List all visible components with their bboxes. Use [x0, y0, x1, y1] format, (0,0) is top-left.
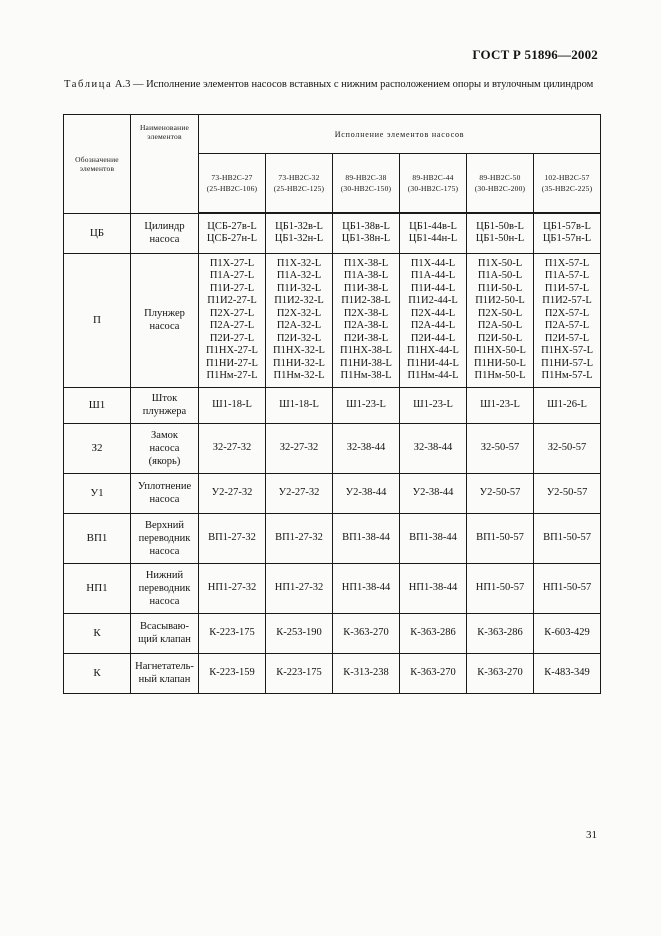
element-designation-cell: [400, 513, 467, 563]
element-name: [131, 653, 199, 693]
element-designation: ЦБ1-44в-L: [409, 220, 457, 232]
element-name-line: Верхний: [144, 519, 185, 531]
element-designation-cell: [333, 563, 400, 613]
element-designation: П2И-44-L: [410, 332, 456, 344]
element-designation-cell: [534, 513, 601, 563]
table-row: [64, 653, 601, 693]
element-name-line: Шток: [151, 393, 178, 404]
element-designation: П1И2-44-L: [408, 295, 458, 306]
element-designation: П2А-38-L: [343, 320, 389, 331]
element-designation-cell: [467, 513, 534, 563]
element-designation-cell: [266, 253, 333, 387]
element-designation-cell: [266, 423, 333, 473]
pump-type-label: (25-НВ2С-125): [273, 184, 325, 193]
element-name-line: Нижний: [145, 569, 184, 581]
element-designation: ЦБ1-50н-L: [475, 233, 525, 245]
element-designation: П1НХ-44-L: [407, 345, 459, 356]
element-designation: П1НХ-32-L: [273, 345, 325, 356]
element-designation: П1НХ-50-L: [474, 345, 526, 356]
element-designation-cell: [333, 253, 400, 387]
element-designation: П1НХ-38-L: [340, 345, 392, 356]
element-designation: З2-50-57: [480, 441, 520, 453]
header-line: элементов: [79, 163, 115, 173]
pump-type-header: [333, 154, 400, 214]
element-designation: ВП1-50-57: [543, 531, 591, 543]
pump-type-label: 73-НВ2С-27: [211, 173, 253, 182]
element-designation: П1Нм-32-L: [273, 370, 325, 381]
element-name: [131, 387, 199, 423]
element-designation-cell: [199, 253, 266, 387]
element-designation-cell: [266, 563, 333, 613]
header-line: Наименование: [139, 123, 190, 132]
element-designation: П1И-57-L: [544, 282, 590, 294]
col-header-name: [131, 115, 199, 214]
pump-type-header: [266, 154, 333, 214]
element-designation-cell: [467, 563, 534, 613]
element-designation: П2А-57-L: [544, 320, 590, 331]
element-designation-cell: [266, 387, 333, 423]
element-designation: П1И-44-L: [410, 282, 456, 294]
element-designation: П1НИ-50-L: [474, 357, 526, 369]
element-code: К: [64, 613, 131, 653]
element-designation: ВП1-27-32: [275, 531, 323, 543]
element-designation-cell: [199, 213, 266, 253]
element-designation-cell: [333, 387, 400, 423]
element-code: НП1: [64, 563, 131, 613]
table-row: [64, 423, 601, 473]
element-name-line: Цилиндр: [144, 221, 185, 232]
element-designation: К-603-429: [544, 626, 590, 638]
element-designation: П1Х-38-L: [343, 257, 389, 269]
element-designation: З2-38-44: [346, 441, 386, 453]
element-designation-cell: [400, 563, 467, 613]
element-designation: П1А-50-L: [477, 270, 523, 281]
pump-type-label: (30-НВ2С-150): [340, 184, 392, 193]
element-name-line: плунжера: [142, 406, 187, 417]
element-designation: ВП1-27-32: [208, 531, 256, 543]
element-code: К: [64, 653, 131, 693]
element-designation-cell: [467, 423, 534, 473]
element-designation: ВП1-38-44: [342, 531, 390, 543]
element-designation: П2И-27-L: [209, 332, 255, 344]
element-designation: К-253-190: [276, 626, 322, 638]
element-designation: П1Нм-27-L: [206, 370, 258, 381]
element-designation-cell: [400, 387, 467, 423]
element-designation: П1И-38-L: [343, 282, 389, 294]
element-designation: П1А-38-L: [343, 270, 389, 281]
element-designation: ЦБ1-57в-L: [543, 220, 591, 232]
element-designation: П2А-32-L: [276, 320, 322, 331]
element-designation: З2-38-44: [413, 441, 453, 453]
element-designation: П2Х-57-L: [544, 307, 590, 319]
element-code: З2: [64, 423, 131, 473]
element-name-line: насоса: [149, 234, 180, 245]
element-designation: ЦСБ-27в-L: [207, 220, 257, 232]
element-code: Ш1: [64, 387, 131, 423]
element-designation: Ш1-23-L: [413, 398, 453, 410]
element-code: ВП1: [64, 513, 131, 563]
element-name: [131, 213, 199, 253]
element-designation: П2И-32-L: [276, 332, 322, 344]
element-designation: К-363-270: [477, 666, 523, 678]
element-designation-cell: [199, 387, 266, 423]
element-designation: ВП1-50-57: [476, 531, 524, 543]
element-name: [131, 513, 199, 563]
pump-type-label: 89-НВ2С-44: [412, 173, 454, 182]
element-name-line: насоса: [149, 494, 180, 505]
element-designation: П1И2-38-L: [341, 295, 391, 306]
page-number: 31: [586, 829, 597, 841]
element-name-line: ный клапан: [138, 674, 191, 685]
element-designation: П2Х-27-L: [209, 307, 255, 319]
element-name-line: переводник: [138, 532, 191, 544]
element-designation: П2И-50-L: [477, 332, 523, 344]
element-designation-cell: [534, 653, 601, 693]
element-name-line: Плунжер: [144, 308, 185, 319]
element-designation: НП1-27-32: [207, 581, 257, 593]
element-designation-cell: [534, 423, 601, 473]
element-name-line: Всасываю-: [140, 621, 189, 632]
element-name-line: щий клапан: [138, 634, 191, 645]
element-designation-cell: [199, 513, 266, 563]
element-designation: Ш1-18-L: [279, 398, 319, 410]
element-designation-cell: [266, 613, 333, 653]
element-designation: З2-27-32: [279, 441, 319, 453]
element-designation-cell: [333, 473, 400, 513]
element-designation: ЦБ1-38в-L: [342, 220, 390, 232]
element-designation-cell: [400, 653, 467, 693]
pump-type-header: [400, 154, 467, 214]
element-designation: К-483-349: [544, 666, 590, 678]
element-designation: П2А-44-L: [410, 320, 456, 331]
element-designation-cell: [400, 213, 467, 253]
element-designation-cell: [534, 213, 601, 253]
pump-type-label: (25-НВ2С-106): [206, 184, 258, 193]
element-designation-cell: [266, 653, 333, 693]
element-designation: У2-50-57: [546, 486, 588, 498]
element-designation: П1И2-32-L: [274, 295, 324, 306]
element-designation: П1А-44-L: [410, 270, 456, 281]
element-designation: Ш1-23-L: [480, 398, 520, 410]
element-name: [131, 473, 199, 513]
element-designation: К-313-238: [343, 666, 389, 678]
element-designation: У2-27-32: [211, 486, 253, 498]
element-name-line: (якорь): [148, 455, 181, 467]
element-designation-cell: [400, 473, 467, 513]
element-designation-cell: [333, 653, 400, 693]
element-designation: П1Х-57-L: [544, 257, 590, 269]
element-designation: П1НИ-27-L: [206, 357, 258, 369]
element-name-line: Уплотнение: [137, 481, 192, 492]
element-designation: П1И2-50-L: [475, 295, 525, 306]
element-designation: П1Х-44-L: [410, 257, 456, 269]
element-designation-cell: [199, 613, 266, 653]
element-designation-cell: [333, 613, 400, 653]
element-designation: П1Х-27-L: [209, 257, 255, 269]
element-designation: П1НИ-38-L: [340, 357, 392, 369]
element-designation: НП1-38-44: [341, 581, 391, 593]
element-designation: У2-50-57: [479, 486, 521, 498]
pump-type-label: 102-НВ2С-57: [544, 173, 590, 182]
element-designation: Ш1-18-L: [212, 398, 252, 410]
element-designation-cell: [534, 613, 601, 653]
element-designation-cell: [199, 653, 266, 693]
element-designation: П2Х-44-L: [410, 307, 456, 319]
element-designation: П2Х-38-L: [343, 307, 389, 319]
element-designation: Ш1-23-L: [346, 398, 386, 410]
document-title: ГОСТ Р 51896—2002: [472, 47, 598, 62]
element-designation: П1Х-32-L: [276, 257, 322, 269]
element-designation: П1И2-57-L: [542, 295, 592, 306]
pump-type-label: (30-НВ2С-175): [407, 184, 459, 193]
element-code: У1: [64, 473, 131, 513]
pump-type-label: 73-НВ2С-32: [278, 173, 320, 182]
element-designation: П2И-38-L: [343, 332, 389, 344]
element-designation-cell: [467, 253, 534, 387]
element-designation: ЦБ1-38н-L: [341, 233, 391, 245]
document-header: [472, 47, 598, 63]
element-designation-cell: [199, 423, 266, 473]
element-designation: П1Нм-44-L: [407, 370, 459, 381]
element-designation-cell: [333, 513, 400, 563]
element-designation: К-363-286: [410, 626, 456, 638]
element-designation: ВП1-38-44: [409, 531, 457, 543]
element-name: [131, 423, 199, 473]
caption-text: А.3 — Исполнение элементов насосов вставных с нижним расположением опоры и втулочным цилиндром: [114, 79, 594, 90]
element-designation-cell: [534, 387, 601, 423]
element-designation: К-223-175: [209, 626, 255, 638]
pump-type-header: [467, 154, 534, 214]
element-designation: ЦСБ-27н-L: [206, 233, 258, 245]
element-designation: П1А-27-L: [209, 270, 255, 281]
element-designation: П1НХ-57-L: [541, 345, 593, 356]
element-designation: ЦБ1-32в-L: [275, 220, 323, 232]
element-designation: Ш1-26-L: [547, 398, 587, 410]
element-designation-cell: [400, 253, 467, 387]
element-designation: П1НХ-27-L: [206, 345, 258, 356]
element-name-line: переводник: [138, 582, 191, 594]
element-name: [131, 613, 199, 653]
element-designation-cell: [467, 387, 534, 423]
element-name-line: насоса: [149, 442, 180, 454]
element-designation: П1НИ-32-L: [273, 357, 325, 369]
pump-type-label: (30-НВ2С-200): [474, 184, 526, 193]
element-designation: П1А-32-L: [276, 270, 322, 281]
element-designation-cell: [333, 213, 400, 253]
table-row: [64, 213, 601, 253]
pump-type-label: 89-НВ2С-50: [479, 173, 521, 182]
element-designation: П2Х-50-L: [477, 307, 523, 319]
element-designation: ЦБ1-50в-L: [476, 220, 524, 232]
element-designation: К-363-270: [343, 626, 389, 638]
element-name-line: насоса: [149, 321, 180, 332]
element-designation: З2-27-32: [212, 441, 252, 453]
pump-type-label: (35-НВ2С-225): [541, 184, 593, 193]
element-name-line: насоса: [149, 545, 180, 557]
element-designation-cell: [199, 563, 266, 613]
pump-elements-table: [63, 114, 601, 694]
pump-type-header: [534, 154, 601, 214]
element-designation: К-223-159: [209, 666, 255, 678]
element-designation-cell: [333, 423, 400, 473]
element-designation-cell: [467, 653, 534, 693]
element-designation-cell: [467, 613, 534, 653]
element-designation: У2-38-44: [412, 486, 454, 498]
pump-type-header: [199, 154, 266, 214]
element-designation: НП1-50-57: [542, 581, 592, 593]
col-group-header: Исполнение элементов насосов: [199, 115, 601, 154]
element-name-line: Нагнетатель-: [135, 661, 194, 672]
element-designation: ЦБ1-57н-L: [542, 233, 592, 245]
element-designation-cell: [400, 423, 467, 473]
element-designation: П1Нм-57-L: [541, 370, 593, 381]
table-row: [64, 253, 601, 387]
element-designation: З2-50-57: [547, 441, 587, 453]
element-designation-cell: [534, 563, 601, 613]
table-row: [64, 473, 601, 513]
element-designation: НП1-38-44: [408, 581, 458, 593]
element-designation: П1И-32-L: [276, 282, 322, 294]
element-designation: У2-38-44: [345, 486, 387, 498]
element-designation: П1НИ-44-L: [407, 357, 459, 369]
table-header: [64, 115, 601, 214]
table-row: [64, 387, 601, 423]
element-designation: ЦБ1-32н-L: [274, 233, 324, 245]
element-designation: П1Х-50-L: [477, 257, 523, 269]
element-name-line: Замок: [151, 429, 178, 441]
element-designation: П2И-57-L: [544, 332, 590, 344]
element-designation: П2А-27-L: [209, 320, 255, 331]
element-designation: НП1-27-32: [274, 581, 324, 593]
element-name: [131, 253, 199, 387]
element-designation: П1А-57-L: [544, 270, 590, 281]
element-designation: ЦБ1-44н-L: [408, 233, 458, 245]
element-designation: П2А-50-L: [477, 320, 523, 331]
element-designation-cell: [266, 213, 333, 253]
table-row: [64, 613, 601, 653]
element-name-line: насоса: [149, 595, 180, 607]
element-designation: П1Нм-50-L: [474, 370, 526, 381]
element-designation-cell: [266, 473, 333, 513]
element-designation: П1НИ-57-L: [541, 357, 593, 369]
pump-type-label: 89-НВ2С-38: [345, 173, 387, 182]
element-designation: У2-27-32: [278, 486, 320, 498]
element-designation: П1И-50-L: [477, 282, 523, 294]
element-designation-cell: [266, 513, 333, 563]
element-code: П: [64, 253, 131, 387]
table-body: [64, 213, 601, 693]
element-designation: НП1-50-57: [475, 581, 525, 593]
element-designation: К-223-175: [276, 666, 322, 678]
col-header-code: [64, 115, 131, 214]
element-code: ЦБ: [64, 213, 131, 253]
element-designation-cell: [534, 473, 601, 513]
table-row: [64, 563, 601, 613]
element-designation-cell: [467, 473, 534, 513]
element-name: [131, 563, 199, 613]
element-designation: П1И2-27-L: [207, 295, 257, 306]
element-designation: К-363-286: [477, 626, 523, 638]
element-designation: К-363-270: [410, 666, 456, 678]
element-designation-cell: [400, 613, 467, 653]
header-line: Обозначение: [75, 154, 119, 164]
table-caption: [64, 78, 604, 91]
element-designation-cell: [534, 253, 601, 387]
header-line: элементов: [147, 132, 182, 141]
element-designation: П1Нм-38-L: [340, 370, 392, 381]
caption-prefix: Таблица: [64, 79, 113, 90]
element-designation: П1И-27-L: [209, 282, 255, 294]
element-designation-cell: [467, 213, 534, 253]
table-row: [64, 513, 601, 563]
element-designation: П2Х-32-L: [276, 307, 322, 319]
element-designation-cell: [199, 473, 266, 513]
